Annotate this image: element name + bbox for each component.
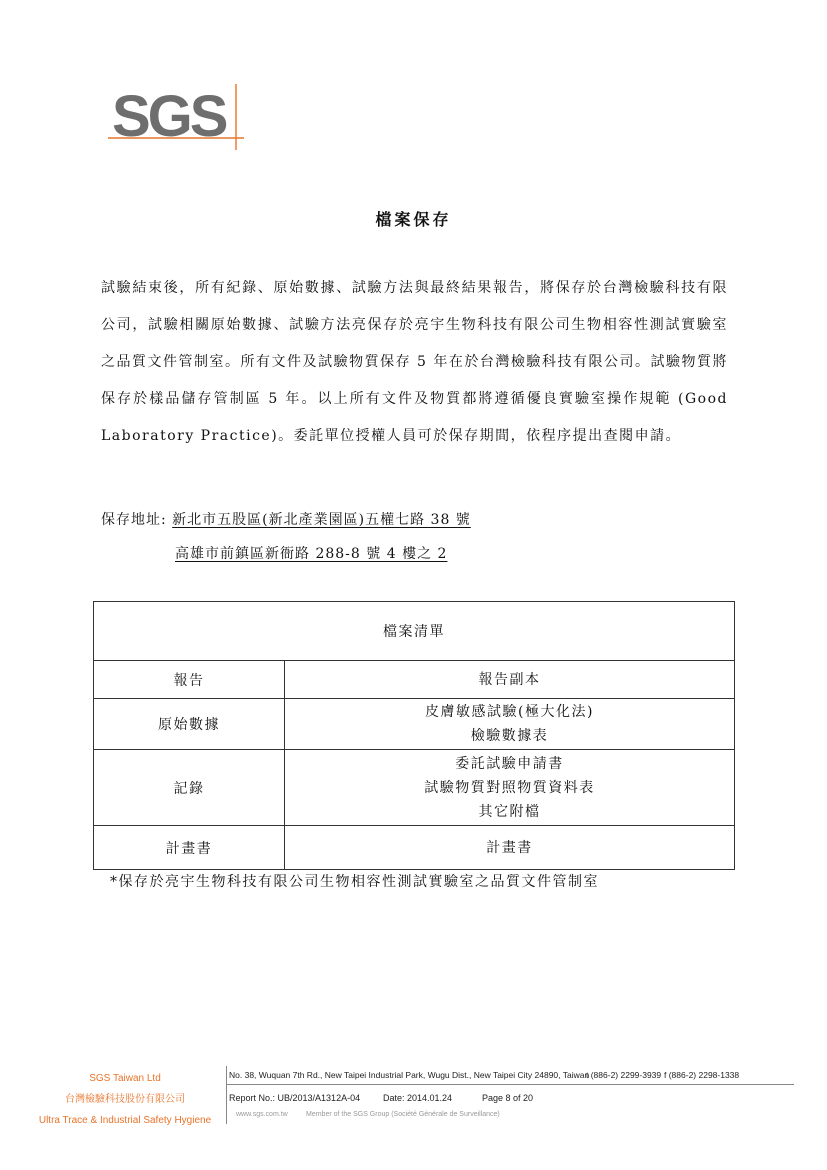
row-value-line: 試驗物質對照物質資料表	[424, 779, 595, 796]
row-value	[285, 699, 735, 750]
table-row	[94, 661, 735, 699]
row-value	[285, 750, 735, 826]
row-label: 原始數據	[94, 699, 285, 750]
table-title: 檔案清單	[94, 602, 735, 661]
row-value-line: 計畫書	[486, 839, 533, 856]
row-value	[285, 661, 735, 699]
footer-company-zh: 台灣檢驗科技股份有限公司	[65, 1094, 185, 1105]
row-value-line: 委託試驗申請書	[455, 755, 564, 772]
retention-paragraph: 試驗結束後，所有紀錄、原始數據、試驗方法與最終結果報告，將保存於台灣檢驗科技有限公司，試驗相關原始數據、試驗方法亮保存於亮宇生物科技有限公司生物相容性測試實驗室之品質文件管制室。所有文件及試驗物質保存 5 年在於台灣檢驗科技有限公司。試驗物質將保存於樣品儲存管制區 5 年。以上所有文件及物質都將遵循優良實驗室操作規範 (Good Laboratory Practice)。委託單位授權人員可於保存期間，依程序提出查閱申請。	[101, 280, 728, 444]
address-label: 保存地址:	[101, 512, 167, 528]
footer-divider-vertical	[226, 1066, 227, 1124]
page-title: 檔案保存	[375, 210, 452, 229]
footnote: *保存於亮宇生物科技有限公司生物相容性測試實驗室之品質文件管制室	[110, 874, 599, 890]
footer-division: Ultra Trace & Industrial Safety Hygiene	[38, 1115, 212, 1126]
file-list-table	[93, 601, 735, 870]
footer-company-en: SGS Taiwan Ltd	[89, 1073, 161, 1084]
footer-fax: f (886-2) 2298-1338	[664, 1070, 740, 1080]
sgs-logo-icon	[108, 80, 248, 152]
svg-text:SGS: SGS	[112, 84, 226, 149]
row-value-line: 其它附檔	[478, 803, 541, 820]
row-value-line: 檢驗數據表	[470, 728, 549, 744]
table-row	[94, 750, 735, 826]
footer-page: Page 8 of 20	[482, 1093, 534, 1103]
footer-member: Member of the SGS Group (Société Générale de Surveillance)	[306, 1111, 500, 1118]
footer-tel: t (886-2) 2299-3939	[586, 1070, 662, 1080]
row-value-line: 皮膚敏感試驗(極大化法)	[425, 704, 594, 720]
footer-date: Date: 2014.01.24	[383, 1093, 453, 1103]
table-row	[94, 699, 735, 750]
table-row	[94, 826, 735, 870]
footer-address: No. 38, Wuquan 7th Rd., New Taipei Industrial Park, Wugu Dist., New Taipei City 24890, Taiwan	[229, 1070, 590, 1080]
address-line-1	[101, 509, 471, 529]
row-label: 計畫書	[94, 826, 285, 870]
row-value-line: 報告副本	[478, 671, 541, 688]
row-label: 報告	[94, 661, 285, 699]
row-value	[285, 826, 735, 870]
address-line-2	[175, 543, 447, 563]
footer-website[interactable]: www.sgs.com.tw	[236, 1111, 288, 1118]
row-label: 記錄	[94, 750, 285, 826]
footer-divider-horizontal	[226, 1084, 794, 1085]
address-value-2: 高雄市前鎮區新衙路 288-8 號 4 樓之 2	[175, 546, 448, 562]
sgs-logo	[108, 80, 248, 152]
footer-company-block	[30, 1068, 220, 1131]
address-value-1: 新北市五股區(新北產業園區)五權七路 38 號	[172, 512, 471, 528]
footer-report-no: Report No.: UB/2013/A1312A-04	[229, 1093, 361, 1103]
